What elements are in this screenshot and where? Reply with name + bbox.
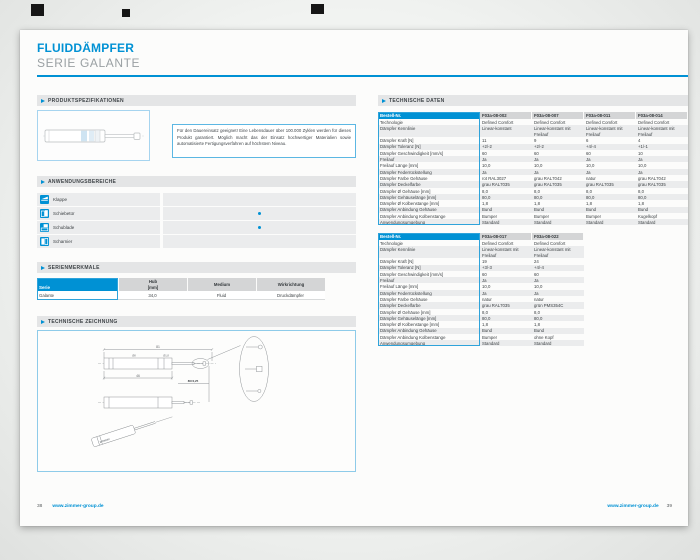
row-value: natur	[482, 296, 492, 302]
row-value: Defined Comfort	[482, 119, 514, 125]
table-row	[378, 340, 688, 346]
row-value: +4/-4	[532, 265, 584, 271]
brand-label: zimmer	[99, 436, 111, 444]
title-rule	[37, 75, 688, 77]
application-cell	[37, 207, 160, 220]
order-number-column: F03a-08-017	[480, 233, 532, 240]
table-header-row	[378, 233, 688, 240]
triangle-icon	[41, 320, 45, 324]
row-label: Technologie	[380, 240, 403, 246]
application-label: Schublade	[53, 224, 75, 230]
series-name: Galante	[37, 291, 118, 300]
technical-data-table-1	[378, 112, 688, 225]
row-value: 24	[534, 259, 539, 265]
row-value: Bumper	[534, 213, 550, 219]
technical-data-table-2	[378, 233, 688, 346]
dim-housing-label: Ø8	[132, 354, 136, 358]
damper-product-image	[38, 111, 149, 160]
row-value: 1,8	[534, 201, 540, 207]
row-label: Freilauf	[378, 277, 480, 283]
row-label: Dämpfer Anbindung Gehäuse	[378, 207, 480, 213]
table-header-row	[378, 112, 688, 119]
row-label: Dämpfer Gehäuselänge [mm]	[378, 315, 480, 321]
row-value: 8,0	[482, 188, 488, 194]
row-value: Standard	[532, 219, 584, 225]
row-value: 10,0	[638, 163, 647, 169]
dim-stroke-label: 80±0,25	[187, 379, 199, 383]
series-wirkrichtung-value: Druckdämpfer	[256, 291, 325, 300]
row-value: 80,0	[480, 194, 532, 200]
series-medium-value: Fluid	[187, 291, 256, 300]
application-row-scharnier	[37, 235, 356, 248]
row-value: 80,0	[584, 194, 636, 200]
row-value: natur	[586, 175, 596, 181]
row-value: 8,0	[534, 309, 540, 315]
catalog-spread	[20, 30, 688, 526]
row-value: Ja	[636, 169, 688, 175]
row-label: Dämpfer Anbindung Kolbenstange	[380, 213, 446, 219]
series-table	[37, 278, 325, 300]
row-value: Ja	[532, 169, 584, 175]
row-value: 10,0	[534, 163, 543, 169]
application-mark-cell	[163, 235, 356, 248]
row-value: Bund	[532, 328, 584, 334]
row-value: Standard	[532, 340, 584, 346]
application-row-schublade	[37, 221, 356, 234]
row-value: +2/-2	[532, 144, 584, 150]
row-value: 8,0	[534, 188, 540, 194]
row-value: Bund	[584, 207, 636, 213]
section-label: TECHNISCHE DATEN	[389, 97, 445, 104]
row-value: 10,0	[586, 163, 595, 169]
row-value: Linear-konstant mit Freilauf	[532, 246, 584, 258]
row-value: 11	[482, 138, 487, 144]
technical-drawing	[38, 331, 355, 471]
section-anwendungsbereiche	[37, 176, 356, 187]
row-value: Ja	[532, 156, 584, 162]
row-value: natur	[534, 296, 544, 302]
page-subtitle: SERIE GALANTE	[37, 56, 141, 70]
row-value: Bund	[532, 207, 584, 213]
row-value: Bumper	[586, 213, 602, 219]
row-value: grün PMS354C	[532, 302, 584, 308]
col-header-line: Wirkrichtung	[277, 281, 305, 287]
row-value: 8,0	[482, 309, 488, 315]
row-value: Standard	[480, 219, 532, 225]
row-label: Technologie	[380, 119, 403, 125]
website-link[interactable]: www.zimmer-group.de	[607, 504, 659, 509]
application-label: Scharnier	[53, 238, 73, 244]
row-label: Freilauf	[378, 156, 480, 162]
row-value: grau RAL7035	[584, 181, 636, 187]
row-value: 80,0	[480, 315, 532, 321]
order-number-column: F03a-08-014	[636, 112, 688, 119]
row-value: 60	[482, 150, 487, 156]
row-value: grau RAL7035	[636, 181, 688, 187]
row-value: grau RAL7042	[638, 175, 666, 181]
row-value: Bund	[480, 207, 532, 213]
page-number: 39	[666, 504, 672, 509]
crop-mark	[122, 9, 130, 17]
row-value: 9	[534, 138, 537, 144]
row-value: 80,0	[532, 315, 584, 321]
row-value: 1,8	[482, 322, 488, 328]
row-value: Ja	[532, 277, 584, 283]
row-label: Dämpfer Anbindung Kolbenstange	[380, 334, 446, 340]
row-label: Dämpfer Federrückstellung	[378, 290, 480, 296]
series-table-row	[37, 291, 325, 300]
application-label: Klappe	[53, 196, 68, 202]
order-number-column: F03a-08-007	[532, 112, 584, 119]
section-technische-zeichnung	[37, 316, 356, 327]
application-cell	[37, 193, 160, 206]
row-value: Defined Comfort	[586, 119, 618, 125]
row-value: 1,8	[482, 201, 488, 207]
row-value: rot RAL3027	[482, 175, 507, 181]
row-value: Ja	[480, 277, 532, 283]
application-cell	[37, 221, 160, 234]
page-title: FLUIDDÄMPFER	[37, 41, 135, 55]
triangle-icon	[41, 266, 45, 270]
row-value: Bumper	[482, 213, 498, 219]
table-row	[378, 246, 688, 258]
col-header-line: [mm]	[147, 284, 159, 290]
row-label: Anwendungsumgebung	[378, 219, 480, 225]
product-description: Für den Dauereinsatz geeignet! Eine Lebensdauer über 100.000 Zyklen werden für dieses Produkt garantiert. Möglich macht das der Einsatz hochwertiger Materialien sowie automatisierte Fertigungsverfahren auf höchstem Niveau.	[172, 124, 356, 158]
table-row	[378, 125, 688, 137]
application-row-klappe	[37, 193, 356, 206]
application-label: Schiebetür	[53, 210, 75, 216]
row-value: Bumper	[482, 334, 498, 340]
scharnier-icon	[40, 237, 49, 246]
order-number-column: F03a-08-022	[532, 233, 584, 240]
row-value: 4	[638, 138, 641, 144]
row-label: Dämpfer Ø Gehäuse [mm]	[380, 309, 431, 315]
order-number-header: Bestell-Nr.	[378, 233, 480, 240]
row-value: ohne Kopf	[534, 334, 554, 340]
row-value: 1,8	[534, 322, 540, 328]
dim-total-label: 81	[156, 345, 160, 349]
application-row-schiebetuer	[37, 207, 356, 220]
order-number-column: F03a-08-011	[584, 112, 636, 119]
series-col-hub	[118, 278, 187, 291]
row-label: Dämpfer Geschwindigkeit [mm/s]	[380, 150, 444, 156]
row-value: +2/-2	[480, 144, 532, 150]
section-label: PRODUKTSPEZIFIKATIONEN	[48, 97, 124, 104]
row-value: 10,0	[482, 163, 491, 169]
row-value: 60	[586, 150, 591, 156]
series-col-wirkrichtung	[256, 278, 325, 291]
klappe-icon	[40, 195, 49, 204]
row-value: Ja	[532, 290, 584, 296]
section-label: TECHNISCHE ZEICHNUNG	[48, 318, 118, 325]
row-label: Dämpfer Gehäuselänge [mm]	[378, 194, 480, 200]
row-value: 10	[638, 150, 643, 156]
row-label: Dämpfer Federrückstellung	[378, 169, 480, 175]
row-label: Dämpfer Kennlinie	[378, 125, 480, 137]
row-label: Dämpfer Deckelfarbe	[378, 181, 480, 187]
series-table-header	[37, 278, 325, 291]
row-label: Dämpfer Ø Kolbenstange [mm]	[380, 322, 440, 328]
row-value: 80,0	[636, 194, 688, 200]
row-value: 8,0	[586, 188, 592, 194]
row-value: +4/-4	[584, 144, 636, 150]
row-value: +3/-3	[480, 265, 532, 271]
row-value: Kugelkopf	[638, 213, 658, 219]
col-header-line: Hub	[148, 279, 158, 285]
row-label: Dämpfer Toleranz [N]	[378, 265, 480, 271]
row-label: Dämpfer Ø Kolbenstange [mm]	[380, 201, 440, 207]
schiebetuer-icon	[40, 209, 49, 218]
application-mark-cell	[163, 207, 356, 220]
crop-mark	[311, 4, 324, 14]
row-value: Defined Comfort	[482, 240, 514, 246]
row-value: grau RAL7035	[532, 181, 584, 187]
row-value: 8,0	[638, 188, 644, 194]
row-value: 60	[534, 150, 539, 156]
row-value: 19	[482, 259, 487, 265]
row-value: Defined Comfort	[534, 119, 566, 125]
row-value: Ja	[480, 290, 532, 296]
row-label: Dämpfer Deckelfarbe	[378, 302, 480, 308]
row-value: Linear-konstant mit Freilauf	[636, 125, 688, 137]
row-value: Defined Comfort	[638, 119, 670, 125]
row-value: 60	[534, 271, 539, 277]
selection-dot	[258, 226, 261, 229]
row-value: Ja	[636, 156, 688, 162]
section-serienmerkmale	[37, 262, 356, 273]
row-value: Standard	[584, 219, 636, 225]
application-mark-cell	[163, 193, 356, 206]
row-label: Dämpfer Anbindung Gehäuse	[378, 328, 480, 334]
row-value: Linear-konstant mit Freilauf	[480, 246, 532, 258]
row-value: Bund	[636, 207, 688, 213]
row-value: Ja	[480, 156, 532, 162]
row-label: Dämpfer Kraft [N]	[380, 259, 414, 265]
col-header-line: Medium	[213, 281, 231, 287]
triangle-icon	[41, 180, 45, 184]
section-technische-daten	[378, 95, 688, 106]
row-value: Ja	[584, 156, 636, 162]
row-value: 10,0	[534, 284, 543, 290]
technical-drawing-box	[37, 330, 356, 472]
row-value: 1,8	[638, 201, 644, 207]
section-label: ANWENDUNGSBEREICHE	[48, 178, 117, 185]
section-label: SERIENMERKMALE	[48, 264, 100, 271]
row-label: Dämpfer Kraft [N]	[380, 138, 414, 144]
schublade-icon	[40, 223, 49, 232]
series-col-medium	[187, 278, 256, 291]
row-label: Anwendungsumgebung	[378, 340, 480, 346]
row-label: Dämpfer Ø Gehäuse [mm]	[380, 188, 431, 194]
row-value: 6	[586, 138, 589, 144]
page-number: 38	[37, 504, 43, 509]
website-link[interactable]: www.zimmer-group.de	[52, 504, 104, 509]
row-label: Freilauf Länge [mm]	[380, 163, 419, 169]
row-label: Dämpfer Farbe Gehäuse	[380, 175, 428, 181]
selection-dot	[258, 212, 261, 215]
row-value: 60	[482, 271, 487, 277]
triangle-icon	[382, 99, 386, 103]
dim-body-label: 46	[136, 373, 140, 378]
row-value: Defined Comfort	[534, 240, 566, 246]
application-cell	[37, 235, 160, 248]
right-footer	[378, 504, 672, 509]
row-value: 80,0	[532, 194, 584, 200]
row-value: grau RAL7042	[534, 175, 562, 181]
series-hub-value: 34,0	[118, 291, 187, 300]
left-footer	[37, 504, 104, 509]
table-row	[378, 219, 688, 225]
row-value: Linear-konstant mit Freilauf	[584, 125, 636, 137]
row-value: Linear-konstant mit Freilauf	[532, 125, 584, 137]
row-value: Ja	[480, 169, 532, 175]
row-value: +1/-1	[636, 144, 688, 150]
row-label: Freilauf Länge [mm]	[380, 284, 419, 290]
row-value: 10,0	[482, 284, 491, 290]
row-value: Linear-konstant	[480, 125, 532, 137]
row-label: Dämpfer Geschwindigkeit [mm/s]	[380, 271, 444, 277]
triangle-icon	[41, 99, 45, 103]
series-corner-cell: Serie	[37, 278, 118, 291]
crop-mark	[31, 4, 44, 16]
row-value: grau RAL7035	[480, 181, 532, 187]
row-value: Standard	[636, 219, 688, 225]
order-number-column: F03a-08-002	[480, 112, 532, 119]
row-value: 1,8	[586, 201, 592, 207]
row-value: Bund	[480, 328, 532, 334]
dim-rod-label: Ø1,8	[163, 354, 169, 358]
row-label: Dämpfer Farbe Gehäuse	[380, 296, 428, 302]
order-number-header: Bestell-Nr.	[378, 112, 480, 119]
product-image-box	[37, 110, 150, 161]
section-produktspezifikationen	[37, 95, 356, 106]
row-label: Dämpfer Toleranz [N]	[378, 144, 480, 150]
row-label: Dämpfer Kennlinie	[378, 246, 480, 258]
row-value: grau RAL7035	[480, 302, 532, 308]
application-mark-cell	[163, 221, 356, 234]
row-value: Ja	[584, 169, 636, 175]
row-value: Standard	[480, 340, 532, 346]
